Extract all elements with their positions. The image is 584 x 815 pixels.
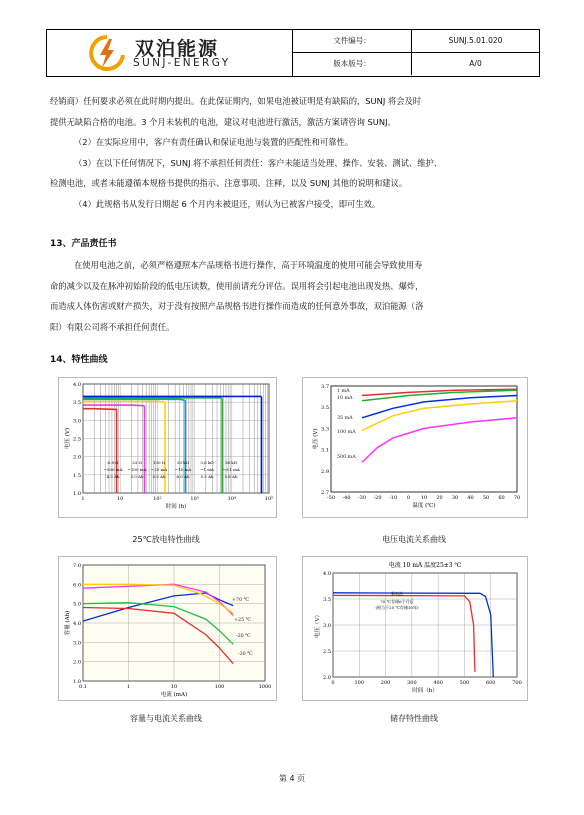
chart-discharge-25c-svg xyxy=(59,378,276,517)
table-cell: ~100 mA xyxy=(127,467,147,472)
text-line: 命的减少以及在脉冲初始阶段的低电压读数，使用前请充分评估。误用将会引起电池出现发热、爆炸， xyxy=(50,280,424,291)
page-number: 第 4 页 xyxy=(278,774,306,783)
text-line: （4）此规格书从发行日期起 6 个月内未被退还，则认为已被客户接受，即可生效。 xyxy=(74,198,381,209)
chart-capacity-current xyxy=(58,556,277,701)
y-tick-label: 4.0 xyxy=(73,621,81,627)
x-tick-label: 10³ xyxy=(190,496,199,502)
y-tick-label: 4.0 xyxy=(323,571,331,577)
text-line: 在使用电池之前，必须严格遵照本产品规格书进行操作，高于环境温度的使用可能会导致使用寿 xyxy=(74,260,423,270)
text-line: （3）在以下任何情况下，SUNJ 将不承担任何责任：客户未能适当处理、操作、安装、测试、维护、 xyxy=(74,157,443,168)
x-tick-label: 40 xyxy=(467,495,474,501)
series-label: +70 ℃ xyxy=(232,598,250,603)
caption-capacity: 容量与电流关系曲线 xyxy=(130,714,202,723)
caption-discharge: 25℃放电特性曲线 xyxy=(132,535,200,544)
table-cell: ~1 mA xyxy=(200,467,214,472)
series-label: 500 mA xyxy=(337,455,356,460)
caption-storage: 储存特性曲线 xyxy=(390,714,438,723)
table-cell: ~35 mA xyxy=(150,467,168,472)
x-tick-label: 10 xyxy=(170,684,178,690)
x-tick-label: -50 xyxy=(326,495,336,501)
x-tick-label: 60 xyxy=(498,495,505,501)
y-tick-label: 7.0 xyxy=(73,563,81,569)
x-tick-label: 0 xyxy=(406,495,411,501)
chart-capacity-current-svg xyxy=(59,557,276,700)
y-axis-label: 容量 (Ah) xyxy=(65,610,71,636)
y-tick-label: 2.0 xyxy=(73,659,81,666)
y-tick-label: 2.0 xyxy=(73,454,81,461)
text-line: 阳）有限公司将不承担任何责任。 xyxy=(50,321,175,332)
series-line xyxy=(83,401,165,402)
x-tick-label: 100 xyxy=(354,680,365,686)
doc-number-label: 文件编号： xyxy=(293,30,412,53)
series-line xyxy=(83,398,222,399)
y-tick-label: 2.9 xyxy=(321,468,329,475)
annotation: 70 ℃存储6个月后 xyxy=(380,599,414,604)
x-tick-label: 20 xyxy=(436,495,443,501)
series-label: 35 mA xyxy=(337,416,353,421)
y-tick-label: 5.0 xyxy=(73,601,81,608)
x-tick-label: 0.1 xyxy=(79,684,87,690)
y-axis-label: 电压 (V) xyxy=(65,427,71,450)
series-label: 10 mA xyxy=(337,396,353,401)
chart-storage-svg xyxy=(303,557,527,700)
lightning-logo-icon xyxy=(87,33,127,73)
table-cell: 6.0 Ah xyxy=(176,474,190,479)
x-tick-label: -40 xyxy=(342,495,351,501)
table-cell: 5.5 Ah xyxy=(152,474,166,479)
x-tick-label: 200 xyxy=(380,680,391,686)
series-label: -30 ℃ xyxy=(238,652,253,657)
version-value: A/0 xyxy=(469,59,482,68)
table-cell: 33 Ω xyxy=(132,460,142,465)
table-cell: 6.8 Ω xyxy=(107,460,119,465)
y-tick-label: 3.5 xyxy=(323,597,331,603)
company-name-en: SUNJ-ENERGY xyxy=(133,57,231,69)
x-tick-label: 10² xyxy=(153,496,162,502)
x-tick-label: 10 xyxy=(420,495,428,501)
table-cell: 3.6 kΩ xyxy=(200,460,214,465)
x-tick-label: 600 xyxy=(485,680,496,686)
table-cell: 5.5 Ah xyxy=(200,474,214,479)
y-tick-label: 3.5 xyxy=(73,400,81,407)
table-cell: 4.5 Ah xyxy=(106,474,120,479)
x-tick-label: 1000 xyxy=(258,684,272,690)
x-tick-label: 30 xyxy=(451,495,459,501)
x-tick-label: -30 xyxy=(357,495,367,501)
x-tick-label: 1 xyxy=(126,684,131,690)
chart-voltage-temp xyxy=(302,377,528,518)
x-axis-label: 电流 (mA) xyxy=(160,692,188,698)
table-cell: 5.0 Ah xyxy=(130,474,144,479)
caption-voltage-current: 电压电流关系曲线 xyxy=(382,535,446,544)
x-tick-label: 10⁵ xyxy=(264,496,274,502)
x-tick-label: 10⁴ xyxy=(227,496,236,502)
y-tick-label: 2.0 xyxy=(323,675,331,681)
table-cell: ~10 mA xyxy=(174,467,192,472)
y-tick-label: 6.0 xyxy=(73,582,81,589)
chart-title: 电流 10 mA 温度25±3 ℃ xyxy=(388,562,462,569)
y-tick-label: 2.5 xyxy=(323,649,331,655)
x-tick-label: 0 xyxy=(331,680,335,686)
x-axis-label: 温度 (℃) xyxy=(412,503,436,509)
y-tick-label: 3.0 xyxy=(323,623,331,629)
company-name-cn: 双泊能源 xyxy=(135,38,220,60)
text-line: 而造成人体伤害或财产损失，对于没有按照产品规格书进行操作而造成的任何意外事故，双泊能源（洛 xyxy=(50,301,424,312)
text-line: 提供无缺陷合格的电池。3 个月未装机的电池，建议对电池进行激活，激活方案请咨询 SUNJ。 xyxy=(50,116,396,127)
y-tick-label: 1.0 xyxy=(73,679,81,685)
series-label: -20 ℃ xyxy=(236,634,251,639)
doc-number-value: SUNJ.5.01.020 xyxy=(412,30,539,53)
text-line: 检测电池，或者未能遵循本规格书提供的指示、注意事项、注释，以及 SUNJ 其他的说明和建议。 xyxy=(50,178,408,189)
y-tick-label: 2.7 xyxy=(321,490,329,496)
table-cell: ~0.1 mA xyxy=(222,467,240,472)
text-line: （2）在实际应用中，客户有责任确认和保证电池与装置的匹配性和可靠性。 xyxy=(74,137,354,148)
x-axis-label: 时间（h） xyxy=(412,688,438,694)
x-tick-label: 400 xyxy=(433,680,443,686)
y-axis-label: 电压 (V) xyxy=(313,428,319,450)
warranty-paragraph xyxy=(50,91,534,215)
company-logo xyxy=(47,30,293,76)
document-header xyxy=(46,29,540,77)
y-tick-label: 3.5 xyxy=(321,405,329,412)
chart-discharge-25c xyxy=(58,377,277,518)
liability-paragraph xyxy=(50,255,534,337)
x-tick-label: 500 xyxy=(459,680,470,686)
chart-voltage-temp-svg xyxy=(303,378,527,517)
x-tick-label: 50 xyxy=(482,495,490,501)
x-tick-label: 70 xyxy=(513,495,521,501)
annotation: (相当于25 ℃存储10年) xyxy=(375,605,419,610)
y-tick-label: 3.0 xyxy=(73,640,81,647)
series-line xyxy=(83,405,145,406)
version-label: 版本版号： xyxy=(293,53,412,75)
table-cell: ~500 mA xyxy=(103,467,123,472)
x-tick-label: 10 xyxy=(117,496,124,502)
section-13-title: 13、产品责任书 xyxy=(50,239,117,249)
y-axis-label: 电压（V） xyxy=(315,612,321,638)
series-label: 1 mA xyxy=(337,389,350,394)
y-tick-label: 1.0 xyxy=(73,491,81,497)
y-tick-label: 1.5 xyxy=(73,472,81,479)
text-line: 经销商）任何要求必须在此时期内提出。在此保证期内，如果电池被证明是有缺陷的，SUNJ 将会及时 xyxy=(50,96,422,106)
y-tick-label: 3.0 xyxy=(73,418,81,425)
series-line xyxy=(83,409,117,410)
x-tick-label: -10 xyxy=(388,495,398,501)
table-cell: 100 Ω xyxy=(152,460,166,465)
y-tick-label: 2.5 xyxy=(73,436,81,443)
x-tick-label: 300 xyxy=(407,680,417,686)
annotation: 新电池 xyxy=(391,591,403,596)
x-tick-label: 100 xyxy=(214,684,225,690)
x-tick-label: -20 xyxy=(373,495,382,501)
chart-storage xyxy=(302,556,528,701)
series-label: 100 mA xyxy=(337,430,356,435)
y-tick-label: 3.7 xyxy=(321,384,329,390)
section-14-title: 14、特性曲线 xyxy=(50,355,108,365)
x-tick-label: 1 xyxy=(81,496,85,502)
table-cell: 5.8 Ah xyxy=(224,474,238,479)
y-tick-label: 4.0 xyxy=(73,382,81,388)
series-line xyxy=(83,396,262,397)
table-cell: 33 kΩ xyxy=(176,460,190,465)
y-tick-label: 3.1 xyxy=(321,447,329,454)
y-tick-label: 3.3 xyxy=(321,426,329,433)
table-cell: 36 kΩ xyxy=(224,460,238,465)
x-axis-label: 时间 (h) xyxy=(165,504,187,510)
x-tick-label: 700 xyxy=(512,680,522,686)
series-label: +25 ℃ xyxy=(234,618,252,623)
